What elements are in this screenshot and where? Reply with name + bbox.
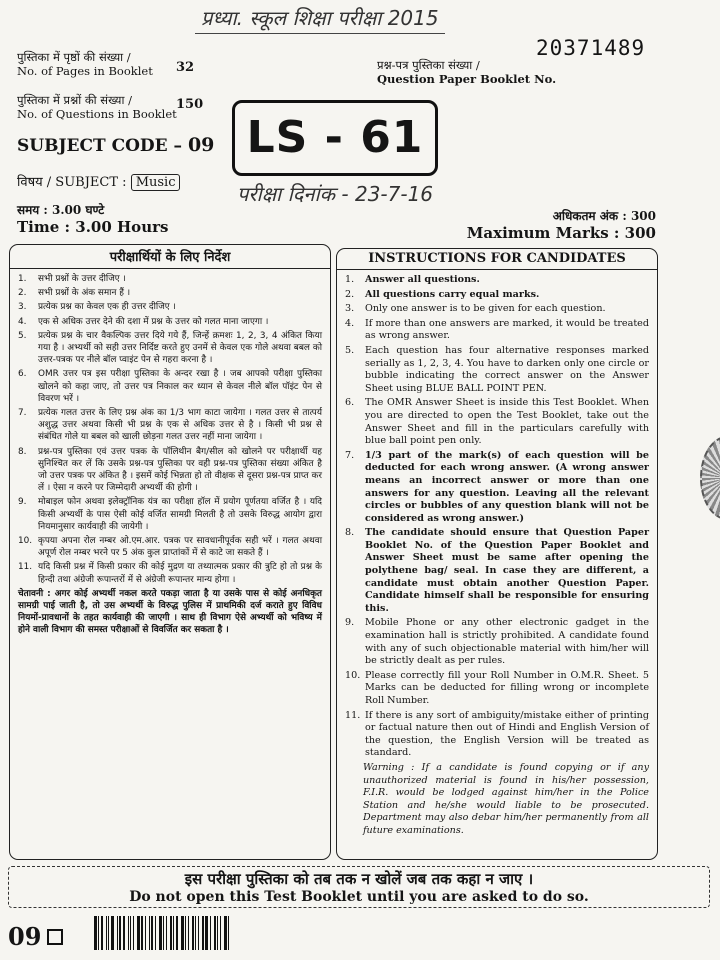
footer-en: Do not open this Test Booklet until you are asked to do so. [129, 889, 589, 905]
english-item [345, 274, 649, 287]
hindi-item [18, 316, 322, 328]
english-item-text: If there is any sort of ambiguity/mistake either of printing or factual nature then out of Hindi and English Version of the question, the English Version will be treated as standard. [365, 709, 649, 759]
hindi-item [18, 535, 322, 559]
english-item [345, 670, 649, 708]
qp-booklet-meta [377, 58, 556, 86]
footer-hi: इस परीक्षा पुस्तिका को तब तक न खोलें जब तक कहा न जाए । [184, 870, 534, 888]
hindi-item-number: 5. [18, 330, 27, 341]
english-item [345, 527, 649, 615]
time-hi: समय : 3.00 घण्टे [17, 203, 105, 217]
subject-label: विषय / SUBJECT : [17, 175, 127, 190]
english-panel-heading: INSTRUCTIONS FOR CANDIDATES [337, 249, 657, 270]
english-item-number: 8. [345, 527, 355, 539]
exam-date-handwritten: परीक्षा दिनांक - 23-7-16 [237, 182, 434, 206]
english-item-number: 3. [345, 303, 355, 315]
max-marks-block [467, 207, 656, 242]
hindi-item-text: OMR उत्तर पत्र इस परीक्षा पुस्तिका के अन्दर रखा है । जब आपको परीक्षा पुस्तिका खोलने को कहा जाए, तो उत्तर पत्र निकाल कर ध्यान से केवल नीले बॉल पॉइंट पेन से विवरण भरें । [38, 369, 322, 404]
english-instructions-list [337, 270, 657, 760]
footer-notice [8, 866, 710, 908]
english-item [345, 450, 649, 526]
hindi-panel-heading: परीक्षार्थियों के लिए निर्देश [10, 245, 330, 269]
questions-label-en: No. of Questions in Booklet [17, 107, 177, 121]
handwritten-header: प्रध्या. स्कूल शिक्षा परीक्षा 2015 [195, 4, 445, 34]
pages-meta [17, 50, 153, 78]
questions-value: 150 [176, 97, 204, 112]
hindi-item-number: 6. [18, 369, 27, 380]
english-item-number: 10. [345, 669, 361, 681]
english-warning: Warning : If a candidate is found copying or if any unauthorized material is found in his/her possession, F.I.R. would be lodged against him/her in the Police Station and he/she would liable to be prosecuted. Department may also debar him/her permanently from all future examinations. [363, 761, 649, 836]
english-item-text: 1/3 part of the mark(s) of each question will be deducted for each wrong answer. (A wrong answer means an incorrect answer or more than one answers for any question. Leaving all the relevant circles or bubbles of any question blank will not be considered as wrong answer.) [365, 449, 649, 524]
time-en: Time : 3.00 Hours [17, 218, 169, 236]
subject-value: Music [131, 174, 181, 191]
english-item [345, 710, 649, 760]
hindi-item-number: 2. [18, 288, 27, 299]
english-instructions-panel [336, 248, 658, 860]
hindi-item-text: सभी प्रश्नों के अंक समान हैं । [38, 288, 131, 299]
hindi-item-number: 4. [18, 316, 27, 327]
hindi-item [18, 561, 322, 585]
qp-booklet-label-en: Question Paper Booklet No. [377, 72, 557, 86]
time-block [17, 201, 168, 236]
english-item-number: 9. [345, 617, 355, 629]
barcode [94, 916, 231, 950]
hindi-item [18, 301, 322, 313]
square-icon [47, 929, 63, 945]
hindi-instructions-list [10, 269, 330, 586]
english-item-number: 2. [345, 288, 355, 300]
questions-label-hi: पुस्तिका में प्रश्नों की संख्या / [17, 93, 132, 107]
english-item-number: 1. [345, 274, 355, 285]
english-item-text: The candidate should ensure that Question Paper Booklet No. of the Question Paper Booklet and Answer Sheet must be same after opening the polythene bag/ seal. In case they are different, a candidate must obtain another Question Paper. Candidate himself shall be responsible for ensuring this. [365, 527, 649, 614]
english-item-text: The OMR Answer Sheet is inside this Test Booklet. When you are directed to open the Test Booklet, take out the Answer Sheet and fill in the particulars carefully with blue ball point pen only. [365, 397, 649, 447]
bottom-code: 09 [8, 922, 42, 951]
pages-label-en: No. of Pages in Booklet [17, 64, 153, 78]
hindi-item-text: मोबाइल फोन अथवा इलेक्ट्रॉनिक यंत्र का परीक्षा हॉल में प्रयोग पूर्णतया वर्जित है । यदि किसी अभ्यर्थी के पास ऐसी कोई वर्जित सामग्री मिलती है तो उसके विरुद्ध आयोग द्वारा नियमानुसार कार्यवाही की जायेगी । [38, 497, 322, 532]
english-item-number: 7. [345, 449, 355, 461]
max-marks-en: Maximum Marks : 300 [466, 224, 656, 242]
hindi-item-text: यदि किसी प्रश्न में किसी प्रकार की कोई मुद्रण या तथ्यात्मक प्रकार की त्रुटि हो तो प्रश्न के हिन्दी तथा अंग्रेजी रूपान्तरों में से अंग्रेजी रूपान्तर मान्य होगा । [38, 562, 322, 585]
pages-label-hi: पुस्तिका में पृष्ठों की संख्या / [17, 50, 131, 64]
hindi-item-number: 7. [18, 408, 27, 419]
english-item [345, 303, 649, 316]
english-item-text: Only one answer is to be given for each question. [365, 303, 606, 315]
hindi-item [18, 273, 322, 285]
booklet-number: 20371489 [536, 36, 646, 60]
hindi-item-number: 11. [18, 562, 33, 573]
english-item-text: Answer all questions. [365, 274, 480, 285]
subject-row [17, 172, 180, 190]
english-item-number: 11. [345, 709, 361, 721]
hindi-item-number: 1. [18, 274, 27, 284]
english-item [345, 345, 649, 395]
hindi-item [18, 446, 322, 495]
hindi-item-text: प्रश्न-पत्र पुस्तिका एवं उत्तर पत्रक के पॉलिथीन बैग/सील को खोलने पर परीक्षार्थी यह सुनिश्चित कर लें कि उसके प्रश्न-पत्र पुस्तिका पर वही प्रश्न-पत्र पुस्तिका संख्या अंकित है जो उत्तर पत्रक पर अंकित है । इसमें कोई भिन्नता हो तो वीक्षक से दूसरा प्रश्न-पत्र प्राप्त कर लें । ऐसा न करने पर जिम्मेदारी अभ्यर्थी की होगी । [38, 446, 322, 494]
english-item [345, 289, 649, 302]
hindi-item-text: कृपया अपना रोल नम्बर ओ.एम.आर. पत्रक पर सावधानीपूर्वक सही भरें । गलत अथवा अपूर्ण रोल नम्बर भरने पर 5 अंक कुल प्राप्तांकों में से काटे जा सकते हैं । [38, 536, 322, 559]
english-item-number: 6. [345, 397, 355, 409]
hindi-item-text: प्रत्येक गलत उत्तर के लिए प्रश्न अंक का 1/3 भाग काटा जायेगा । गलत उत्तर से तात्पर्य अशुद्ध उत्तर अथवा किसी भी प्रश्न के एक से अधिक उत्तर से है । किसी भी प्रश्न से संबंधित गोले या बबल को खाली छोड़ना गलत उत्तर नहीं माना जायेगा । [38, 408, 322, 443]
hindi-item [18, 368, 322, 405]
subject-code [17, 134, 214, 156]
english-item-text: Each question has four alternative responses marked serially as 1, 2, 3, 4. You have to darken only one circle or bubble indicating the correct answer on the Answer Sheet using BLUE BALL POINT PEN. [365, 344, 649, 394]
english-item-number: 5. [345, 344, 355, 356]
qp-booklet-label-hi: प्रश्न-पत्र पुस्तिका संख्या / [377, 58, 480, 72]
english-item [345, 617, 649, 667]
hindi-item-text: प्रत्येक प्रश्न का केवल एक ही उत्तर दीजिए । [38, 302, 176, 313]
hindi-item-text: एक से अधिक उत्तर देने की दशा में प्रश्न के उत्तर को गलत माना जाएगा । [38, 316, 269, 327]
english-item-text: Please correctly fill your Roll Number in O.M.R. Sheet. 5 Marks can be deducted for filling wrong or incomplete Roll Number. [365, 669, 649, 706]
pages-value: 32 [176, 60, 195, 75]
english-item-text: If more than one answers are marked, it would be treated as wrong answer. [365, 317, 649, 342]
hindi-item-text: प्रत्येक प्रश्न के चार वैकल्पिक उत्तर दिये गये हैं, जिन्हें क्रमशः 1, 2, 3, 4 अंकित किया गया है । अभ्यर्थी को सही उत्तर निर्दिष्ट करते हुए उनमें से केवल एक गोले अथवा बबल को उत्तर-पत्रक पर नीले बॉल प्वाइंट पेन से गहरा करना है । [38, 330, 322, 366]
subject-code-value: 09 [187, 134, 215, 156]
questions-meta [17, 93, 177, 121]
english-item-text: Mobile Phone or any other electronic gadget in the examination hall is strictly prohibited. A candidate found with any of such objectionable material with him/her will be strictly dealt as per rules. [365, 617, 649, 667]
subject-code-label: SUBJECT CODE – [17, 136, 183, 156]
hindi-item-number: 8. [18, 446, 27, 457]
hindi-item [18, 287, 322, 299]
hindi-item [18, 407, 322, 444]
hindi-item [18, 330, 322, 367]
paper-code-box: LS - 61 [232, 100, 438, 176]
hindi-item [18, 496, 322, 533]
english-item [345, 397, 649, 447]
hindi-instructions-panel [9, 244, 331, 860]
hindi-item-text: सभी प्रश्नों के उत्तर दीजिए । [38, 274, 126, 284]
english-item-text: All questions carry equal marks. [365, 288, 540, 300]
english-item-number: 4. [345, 317, 355, 329]
hindi-item-number: 10. [18, 536, 33, 547]
hindi-warning: चेतावनी : अगर कोई अभ्यर्थी नकल करते पकड़ा जाता है या उसके पास से कोई अनधिकृत सामग्री पाई जाती है, तो उस अभ्यर्थी के विरुद्ध पुलिस में प्राथमिकी दर्ज कराते हुए विविध नियमों-प्रावधानों के तहत कार्यवाही की जाएगी । साथ ही विभाग ऐसे अभ्यर्थी को भविष्य में होने वाली विभाग की समस्त परीक्षाओं से विवर्जित कर सकता है । [18, 588, 322, 636]
hindi-item-number: 9. [18, 497, 27, 508]
bottom-code-row [8, 922, 63, 951]
english-item [345, 318, 649, 343]
seal-emblem [700, 436, 720, 520]
max-marks-hi: अधिकतम अंक : 300 [552, 209, 656, 223]
hindi-item-number: 3. [18, 302, 27, 313]
